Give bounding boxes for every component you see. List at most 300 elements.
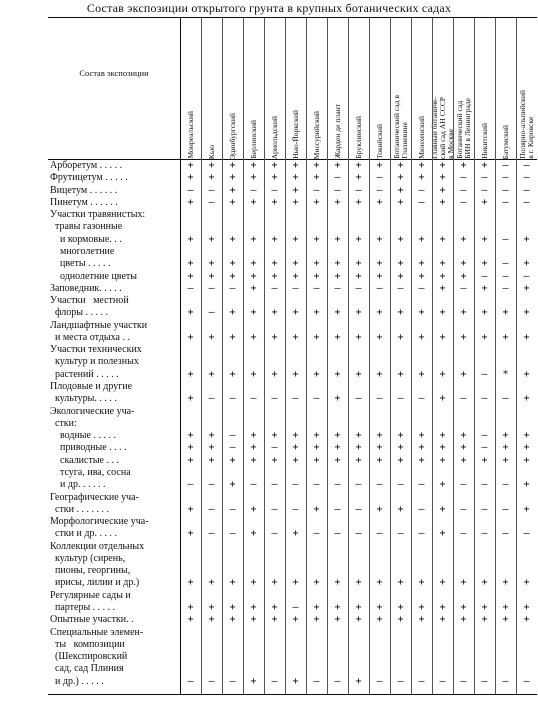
cell-mark: + (397, 160, 404, 171)
column-divider (369, 18, 370, 694)
row-label: Пинетум . . . . . . (50, 196, 118, 208)
cell-mark: + (250, 442, 257, 454)
cell-mark: — (397, 479, 404, 491)
cell-mark: + (460, 577, 467, 589)
cell-mark: — (187, 479, 194, 491)
cell-mark: + (229, 368, 236, 380)
cell-mark: — (502, 270, 509, 282)
cell-mark: + (418, 172, 425, 184)
cell-mark: + (208, 442, 215, 454)
cell-mark: + (523, 614, 530, 626)
cell-mark: + (250, 172, 257, 184)
cell-mark: + (187, 577, 194, 589)
cell-mark: + (292, 442, 299, 454)
cell-mark: — (418, 503, 425, 515)
cell-mark: + (334, 430, 341, 442)
cell-mark: + (355, 258, 362, 270)
cell-mark: + (250, 614, 257, 626)
cell-mark: + (481, 602, 488, 614)
cell-mark: + (271, 196, 278, 208)
cell-mark: + (418, 233, 425, 245)
cell-mark: + (523, 479, 530, 491)
cell-mark: + (334, 602, 341, 614)
cell-mark: + (523, 258, 530, 270)
cell-mark: + (187, 160, 194, 171)
row-label: культуры. . . . . (50, 393, 117, 405)
column-divider (201, 18, 202, 694)
cell-mark: + (250, 282, 257, 294)
cell-mark: + (355, 577, 362, 589)
cell-mark: + (397, 258, 404, 270)
cell-mark: + (313, 172, 320, 184)
cell-mark: — (355, 282, 362, 294)
cell-mark: — (229, 393, 236, 405)
cell-mark: + (229, 454, 236, 466)
cell-mark: + (397, 233, 404, 245)
cell-mark: + (439, 393, 446, 405)
cell-mark: — (502, 184, 509, 196)
cell-mark: + (460, 614, 467, 626)
row-label: Морфологические уча- (50, 516, 149, 528)
column-header-1 (180, 19, 201, 159)
row-label: Заповедник. . . . . (50, 282, 122, 294)
cell-mark: — (397, 282, 404, 294)
cell-mark: + (187, 454, 194, 466)
cell-mark: + (355, 307, 362, 319)
cell-mark: + (187, 270, 194, 282)
cell-mark: + (187, 233, 194, 245)
cell-mark: — (229, 675, 236, 687)
column-header-text: Токийский (374, 124, 384, 159)
column-divider (453, 18, 454, 694)
cell-mark: — (208, 675, 215, 687)
cell-mark: + (313, 503, 320, 515)
cell-mark: + (229, 233, 236, 245)
cell-mark: + (334, 614, 341, 626)
column-header-text: Никитский (479, 123, 489, 159)
cell-mark: — (502, 528, 509, 540)
cell-mark: + (229, 614, 236, 626)
cell-mark: + (355, 602, 362, 614)
cell-mark: + (460, 160, 467, 171)
cell-mark: + (292, 368, 299, 380)
cell-mark: — (376, 528, 383, 540)
cell-mark: + (460, 442, 467, 454)
cell-mark: + (397, 503, 404, 515)
cell-mark: — (229, 528, 236, 540)
cell-mark: + (208, 430, 215, 442)
cell-mark: — (334, 528, 341, 540)
column-divider (432, 18, 433, 694)
cell-mark: — (271, 503, 278, 515)
column-header-text: Полярно-альпийский в г. Кировске (517, 90, 535, 159)
cell-mark: + (439, 442, 446, 454)
cell-mark: — (334, 282, 341, 294)
cell-mark: + (481, 196, 488, 208)
row-label: Коллекции отдельных (50, 540, 145, 552)
cell-mark: — (418, 479, 425, 491)
cell-mark: + (523, 368, 530, 380)
column-divider (495, 18, 496, 694)
cell-mark: + (481, 307, 488, 319)
cell-mark: + (439, 172, 446, 184)
row-label: Регулярные сады и (50, 589, 131, 601)
cell-mark: — (523, 270, 530, 282)
cell-mark: + (376, 430, 383, 442)
cell-mark: — (355, 528, 362, 540)
column-header-text: Нью-Йоркский (290, 110, 300, 159)
cell-mark: + (292, 270, 299, 282)
row-label: многолетние (50, 245, 115, 257)
cell-mark: + (250, 602, 257, 614)
cell-mark: — (355, 479, 362, 491)
cell-mark: — (502, 675, 509, 687)
cell-mark: + (481, 577, 488, 589)
cell-mark: + (250, 430, 257, 442)
cell-mark: + (523, 602, 530, 614)
cell-mark: — (229, 503, 236, 515)
cell-mark: + (376, 602, 383, 614)
cell-mark: — (523, 160, 530, 171)
cell-mark: + (439, 528, 446, 540)
column-header-9 (348, 19, 369, 159)
cell-mark: — (208, 307, 215, 319)
column-header-11 (390, 19, 411, 159)
cell-mark: + (187, 172, 194, 184)
cell-mark: — (397, 393, 404, 405)
cell-mark: + (460, 307, 467, 319)
cell-mark: + (292, 184, 299, 196)
cell-mark: + (271, 602, 278, 614)
cell-mark: + (229, 270, 236, 282)
cell-mark: — (208, 393, 215, 405)
cell-mark: + (313, 430, 320, 442)
cell-mark: + (523, 503, 530, 515)
cell-mark: + (271, 307, 278, 319)
cell-mark: — (418, 528, 425, 540)
cell-mark: + (313, 160, 320, 171)
row-label: стки: (50, 417, 77, 429)
cell-mark: + (334, 196, 341, 208)
column-header-8 (327, 19, 348, 159)
cell-mark: + (313, 270, 320, 282)
cell-mark: + (292, 331, 299, 343)
cell-mark: — (460, 479, 467, 491)
cell-mark: + (502, 602, 509, 614)
cell-mark: + (418, 258, 425, 270)
cell-mark: + (313, 233, 320, 245)
cell-mark: — (313, 184, 320, 196)
cell-mark: — (376, 479, 383, 491)
cell-mark: + (502, 442, 509, 454)
cell-mark: — (502, 258, 509, 270)
cell-mark: + (439, 614, 446, 626)
cell-mark: + (460, 233, 467, 245)
cell-mark: + (208, 614, 215, 626)
cell-mark: + (229, 479, 236, 491)
cell-mark: + (271, 172, 278, 184)
cell-mark: + (376, 577, 383, 589)
cell-mark: + (523, 233, 530, 245)
cell-mark: — (523, 184, 530, 196)
cell-mark: + (250, 233, 257, 245)
cell-mark: — (187, 282, 194, 294)
cell-mark: — (481, 528, 488, 540)
row-label: ты композиции (50, 638, 125, 650)
cell-mark: — (187, 184, 194, 196)
cell-mark: + (397, 307, 404, 319)
cell-mark: + (229, 160, 236, 171)
cell-mark: — (271, 442, 278, 454)
row-label: Географические уча- (50, 491, 139, 503)
cell-mark: — (481, 184, 488, 196)
cell-mark: + (481, 331, 488, 343)
cell-mark: + (334, 368, 341, 380)
cell-mark: + (376, 454, 383, 466)
cell-mark: + (250, 528, 257, 540)
cell-mark: — (313, 282, 320, 294)
cell-mark: + (187, 528, 194, 540)
cell-mark: + (208, 270, 215, 282)
cell-mark: + (460, 331, 467, 343)
cell-mark: + (271, 270, 278, 282)
cell-mark: + (313, 307, 320, 319)
cell-mark: + (187, 614, 194, 626)
cell-mark: + (418, 442, 425, 454)
cell-mark: + (271, 614, 278, 626)
cell-mark: — (208, 282, 215, 294)
cell-mark: — (481, 479, 488, 491)
cell-mark: + (439, 258, 446, 270)
cell-mark: + (418, 430, 425, 442)
cell-mark: + (250, 196, 257, 208)
row-label: Экологические уча- (50, 405, 135, 417)
cell-mark: + (229, 307, 236, 319)
cell-mark: — (523, 528, 530, 540)
cell-mark: — (460, 282, 467, 294)
cell-mark: — (208, 184, 215, 196)
cell-mark: — (229, 282, 236, 294)
cell-mark: + (355, 442, 362, 454)
cell-mark: + (397, 184, 404, 196)
cell-mark: — (271, 184, 278, 196)
cell-mark: + (439, 196, 446, 208)
cell-mark: + (418, 270, 425, 282)
cell-mark: — (523, 196, 530, 208)
cell-mark: + (313, 442, 320, 454)
row-label: Специальные элемен- (50, 626, 144, 638)
cell-mark: + (439, 282, 446, 294)
cell-mark: + (355, 614, 362, 626)
cell-mark: + (460, 270, 467, 282)
cell-mark: — (376, 393, 383, 405)
cell-mark: + (355, 430, 362, 442)
cell-mark: + (376, 614, 383, 626)
cell-mark: — (271, 528, 278, 540)
cell-mark: + (439, 307, 446, 319)
column-header-5 (264, 19, 285, 159)
cell-mark: + (271, 454, 278, 466)
column-header-17 (516, 19, 537, 159)
row-label: партеры . . . . . (50, 602, 116, 614)
row-label: однолетние цветы (50, 270, 138, 282)
cell-mark: + (355, 233, 362, 245)
cell-mark: — (355, 393, 362, 405)
column-header-2 (201, 19, 222, 159)
cell-mark: + (376, 368, 383, 380)
cell-mark: — (460, 503, 467, 515)
cell-mark: + (313, 614, 320, 626)
column-header-6 (285, 19, 306, 159)
column-header-text: Бруклинский (353, 116, 363, 159)
cell-mark: — (208, 479, 215, 491)
cell-mark: + (502, 577, 509, 589)
cell-mark: — (418, 196, 425, 208)
row-label: водные . . . . . (50, 430, 116, 442)
cell-mark: — (418, 393, 425, 405)
cell-mark: + (250, 454, 257, 466)
cell-mark: + (376, 196, 383, 208)
column-header-14 (453, 19, 474, 159)
row-label: Плодовые и другие (50, 381, 133, 393)
column-divider (474, 18, 475, 694)
row-label: Арборетум . . . . . (50, 160, 123, 171)
cell-mark: + (355, 675, 362, 687)
row-label: Фрутицетум . . . . . (50, 172, 128, 184)
cell-mark: — (460, 393, 467, 405)
cell-mark: + (187, 430, 194, 442)
cell-mark: + (439, 331, 446, 343)
cell-mark: + (397, 196, 404, 208)
cell-mark: + (208, 602, 215, 614)
cell-mark: + (334, 258, 341, 270)
cell-mark: + (208, 172, 215, 184)
cell-mark: + (481, 614, 488, 626)
cell-mark: + (187, 368, 194, 380)
cell-mark: + (271, 331, 278, 343)
cell-mark: — (355, 184, 362, 196)
cell-mark: + (292, 258, 299, 270)
row-label: растений . . . . . (50, 368, 119, 380)
cell-mark: + (439, 368, 446, 380)
cell-mark: + (208, 331, 215, 343)
cell-mark: + (187, 258, 194, 270)
cell-mark: — (250, 184, 257, 196)
cell-mark: + (208, 233, 215, 245)
row-label: цветы . . . . . (50, 258, 111, 270)
row-label: ирисы, лилии и др.) (50, 577, 140, 589)
cell-mark: + (418, 368, 425, 380)
column-divider (243, 18, 244, 694)
cell-mark: + (523, 282, 530, 294)
row-label: флоры . . . . . (50, 307, 108, 319)
cell-mark: + (334, 393, 341, 405)
cell-mark: + (418, 614, 425, 626)
cell-mark: + (376, 442, 383, 454)
cell-mark: + (418, 307, 425, 319)
cell-mark: + (292, 528, 299, 540)
cell-mark: + (292, 430, 299, 442)
cell-mark: + (271, 233, 278, 245)
cell-mark: + (481, 160, 488, 171)
cell-mark: — (481, 503, 488, 515)
cell-mark: + (292, 160, 299, 171)
cell-mark: + (397, 368, 404, 380)
cell-mark: + (250, 368, 257, 380)
cell-mark: + (439, 160, 446, 171)
column-divider (264, 18, 265, 694)
cell-mark: + (187, 442, 194, 454)
cell-mark: + (292, 614, 299, 626)
cell-mark: — (460, 196, 467, 208)
cell-mark: — (439, 675, 446, 687)
cell-mark: + (229, 577, 236, 589)
cell-mark: + (397, 614, 404, 626)
cell-mark: + (439, 270, 446, 282)
table-title: Состав экспозиции открытого грунта в крупных ботанических садах (86, 1, 452, 15)
cell-mark: + (208, 258, 215, 270)
cell-mark: — (502, 479, 509, 491)
cell-mark: — (481, 172, 488, 184)
cell-mark: + (418, 602, 425, 614)
column-divider (285, 18, 286, 694)
cell-mark: + (187, 331, 194, 343)
cell-mark: — (271, 393, 278, 405)
cell-mark: — (397, 675, 404, 687)
cell-mark: + (397, 331, 404, 343)
cell-mark: + (481, 282, 488, 294)
cell-mark: + (439, 454, 446, 466)
cell-mark: — (502, 282, 509, 294)
cell-mark: + (481, 233, 488, 245)
cell-mark: + (355, 172, 362, 184)
cell-mark: + (460, 258, 467, 270)
cell-mark: — (523, 675, 530, 687)
cell-mark: + (250, 270, 257, 282)
cell-mark: + (397, 172, 404, 184)
cell-mark: + (418, 577, 425, 589)
row-label: и места отдыха . . (50, 331, 130, 343)
column-header-3 (222, 19, 243, 159)
column-header-16 (495, 19, 516, 159)
column-header-7 (306, 19, 327, 159)
cell-mark: — (271, 479, 278, 491)
cell-mark: + (334, 233, 341, 245)
cell-mark: + (250, 577, 257, 589)
cell-mark: + (397, 430, 404, 442)
row-label: Участки местной (50, 295, 129, 307)
cell-mark: — (502, 172, 509, 184)
cell-mark: — (418, 184, 425, 196)
column-divider (348, 18, 349, 694)
cell-mark: + (523, 393, 530, 405)
cell-mark: + (313, 368, 320, 380)
row-label: и др. . . . . . (50, 479, 106, 491)
cell-mark: + (187, 196, 194, 208)
row-label: Участки технических (50, 344, 142, 356)
cell-mark: + (187, 307, 194, 319)
row-label: сад, сад Плиния (50, 663, 124, 675)
cell-mark: + (229, 602, 236, 614)
cell-mark: + (292, 307, 299, 319)
row-label: травы газонные (50, 221, 123, 233)
cell-mark: + (208, 160, 215, 171)
cell-mark: — (208, 196, 215, 208)
cell-mark: + (397, 602, 404, 614)
cell-mark: + (376, 258, 383, 270)
column-divider (306, 18, 307, 694)
cell-mark: — (313, 393, 320, 405)
